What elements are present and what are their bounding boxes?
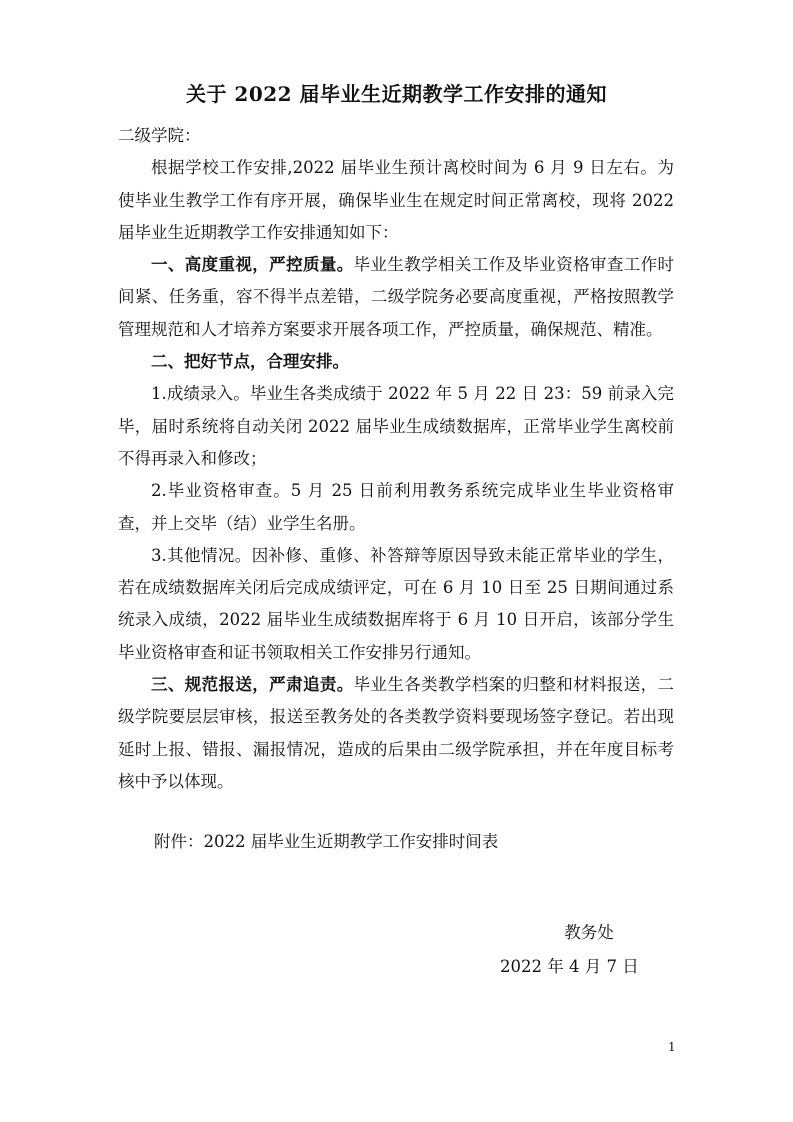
section1-text: 毕业生教学相关工作及毕业资格审查工作时间紧、任务重，容不得半点差错，二级学院务必要高度重视，严格按照教学管理规范和人才培养方案要求开展各项工作，严控质量，确保规范、精准。 bbox=[118, 255, 675, 339]
section3-heading: 三、规范报送，严肃追责。 bbox=[151, 675, 354, 695]
document-body bbox=[118, 120, 674, 798]
section1-heading: 一、高度重视，严控质量。 bbox=[151, 255, 354, 275]
document-title: 关于 2022 届毕业生近期教学工作安排的通知 bbox=[185, 82, 608, 106]
section3-paragraph bbox=[118, 669, 674, 798]
signature-block bbox=[500, 916, 640, 984]
section2-heading: 二、把好节点，合理安排。 bbox=[151, 352, 349, 372]
section2-item-1: 1.成绩录入。毕业生各类成绩于 2022 年 5 月 22 日 23：59 前录入完毕，届时系统将自动关闭 2022 届毕业生成绩数据库，正常毕业学生离校前不得再录入和修改； bbox=[118, 384, 674, 468]
section2-item-2: 2.毕业资格审查。5 月 25 日前利用教务系统完成毕业生毕业资格审查，并上交毕（结）业学生名册。 bbox=[118, 481, 674, 533]
page-number: 1 bbox=[668, 1040, 676, 1054]
salutation: 二级学院： bbox=[118, 126, 201, 145]
section1-paragraph bbox=[118, 249, 674, 346]
section2-item-3: 3.其他情况。因补修、重修、补答辩等原因导致未能正常毕业的学生，若在成绩数据库关闭后完成成绩评定，可在 6 月 10 日至 25 日期间通过系统录入成绩，2022 届毕业生成绩数据库将于 6 月 10 日开启，该部分学生毕业资格审查和证书领取相关工作安排另行通知。 bbox=[118, 545, 674, 662]
section3-text: 毕业生各类教学档案的归整和材料报送，二级学院要层层审核，报送至教务处的各类教学资料要现场签字登记。若出现延时上报、错报、漏报情况，造成的后果由二级学院承担，并在年度目标考核中予以体现。 bbox=[118, 675, 675, 791]
signature-date: 2022 年 4 月 7 日 bbox=[500, 957, 639, 976]
attachment-note: 附件：2022 届毕业生近期教学工作安排时间表 bbox=[154, 832, 499, 851]
signature-org: 教务处 bbox=[564, 923, 614, 942]
intro-paragraph: 根据学校工作安排,2022 届毕业生预计离校时间为 6 月 9 日左右。为使毕业生教学工作有序开展，确保毕业生在规定时间正常离校，现将 2022 届毕业生近期教学工作安排通知如下： bbox=[118, 158, 674, 242]
